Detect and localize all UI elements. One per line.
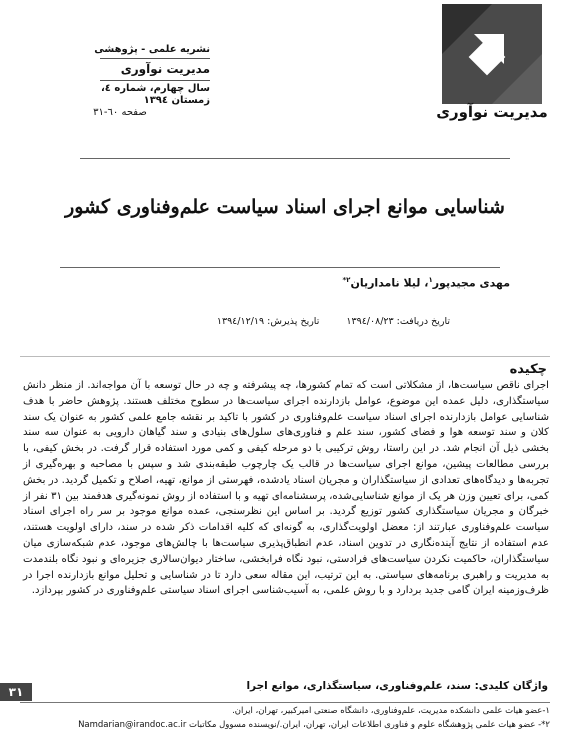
logo-mark-icon: [442, 4, 542, 104]
author-email[interactable]: Namdarian@irandoc.ac.ir: [78, 720, 187, 730]
journal-issue: سال چهارم، شماره ٤، زمستان ١٣٩٤: [100, 83, 210, 106]
footnote-2-text: ٢*- عضو هیات علمی پژوهشگاه علوم و فناوری اطلاعات ایران، تهران، ایران./نویسنده مسوول مکاتبات: [189, 720, 550, 730]
abstract-text: اجرای ناقص سیاست‌ها، از مشکلاتی است که تمام کشورها، چه پیشرفته و چه در حال توسعه با آن مواجه‌اند. از منظر دانش سیاستگذاری، دلیل عمده این موضوع، عوامل بازدارنده اجرای سیاست‌ها در سطوح مختلف هستند. پژوهش حاضر با هدف شناسایی عوامل بازدارنده اجرای اسناد سیاست علم‌وفناوری در کشور با تاکید بر نقشه جامع علمی کشور به عنوان یک سند کلان و سند توسعه هوا و فضای کشور، سند علم و فناوری‌های سلول‌های بنیادی و سند گیاهان دارویی به عنوان سه سند بخشی ذیل آن انجام شد. در این راستا، روش ترکیبی با دو مرحله کیفی و کمی مورد استفاده قرار گرفت. در بخش کیفی، با بررسی مطالعات پیشین، موانع اجرای سیاست‌ها در قالب یک چارچوب طبقه‌بندی شد و سپس با مصاحبه و بهره‌گیری از تجربه‌ها و دیدگاه‌های تعدادی از سیاستگذاران و مجریان اسناد یادشده، فهرستی از موانع، تهیه، اصلاح و تکمیل گردید. در بخش کمی، برای تعیین وزن هر یک از موانع شناسایی‌شده، پرسشنامه‌ای تهیه و با استفاده از روش نمونه‌گیری هدفمند بین ٣١ نفر از خبرگان و مجریان سیاستگذاری کشور توزیع گردید. بر اساس این نظرسنجی، عمده موانع موجود بر سر راه اجرای اسناد سیاست علم‌وفناوری عبارتند از: معضل اولویت‌گذاری، به گونه‌ای که کلیه اقدامات ذکر شده در سند، دارای اولویت هستند، عدم استفاده از نتایج آینده‌نگاری در تدوین اسناد، عدم انطباق‌پذیری سیاست‌ها با چالش‌های موجود، عدم شبکه‌سازی میان سیاستگذاران، حاکمیت نکردن سیاست‌های فرادستی، نبود نگاه فرابخشی، ساختار دیوان‌سالاری جزیره‌ای و نبود نگاه بلندمدت به مدیریت و راهبری برنامه‌های سیاستی. به این ترتیب، این مقاله سعی دارد تا در شناسایی و تحلیل موانع بازدارنده اجرا در ظرف‌وزمینه ایران گامی جدید بردارد و با روش علمی، به آسیب‌شناسی اجرای اسناد سیاستی علم‌وفناوری در کشور بپردازد.: [23, 380, 549, 597]
journal-name: مدیریت نوآوری: [120, 62, 210, 76]
footnote-rule: [20, 702, 550, 703]
journal-type: نشریه علمی - پژوهشی: [94, 44, 210, 55]
authors: مهدی مجیدپور$^۱$، لیلا نامداریان$^{۲*}$: [342, 276, 510, 290]
dates: [140, 316, 450, 327]
abstract-heading: چکیده: [509, 362, 547, 377]
page-number: ٣١: [0, 683, 32, 701]
journal-info: [60, 44, 210, 119]
abstract-body: [23, 378, 549, 599]
header-rule: [80, 158, 510, 159]
footnote-affiliation-1: ١-عضو هیات علمی دانشکده مدیریت، علم‌وفناوری، دانشگاه صنعتی امیرکبیر، تهران، ایران.: [232, 706, 550, 716]
footnote-affiliation-2: [20, 720, 550, 730]
abstract-rule: [20, 356, 550, 357]
accepted-date: تاریخ پذیرش: ١٣٩٤/١٢/١٩: [216, 316, 320, 327]
paper-title: شناسایی موانع اجرای اسناد سیاست علم‌وفناوری کشور: [65, 196, 505, 218]
received-date: تاریخ دریافت: ١٣٩٤/٠٨/٢٣: [346, 316, 450, 327]
divider: [100, 80, 210, 81]
keywords: واژگان کلیدی: سند، علم‌وفناوری، سیاستگذاری، موانع اجرا: [246, 680, 548, 692]
logo-text: مدیریت نوآوری: [436, 103, 548, 121]
title-rule: [60, 267, 500, 268]
journal-pages: صفحه ٦٠-٣١: [93, 107, 147, 118]
divider: [100, 58, 210, 59]
